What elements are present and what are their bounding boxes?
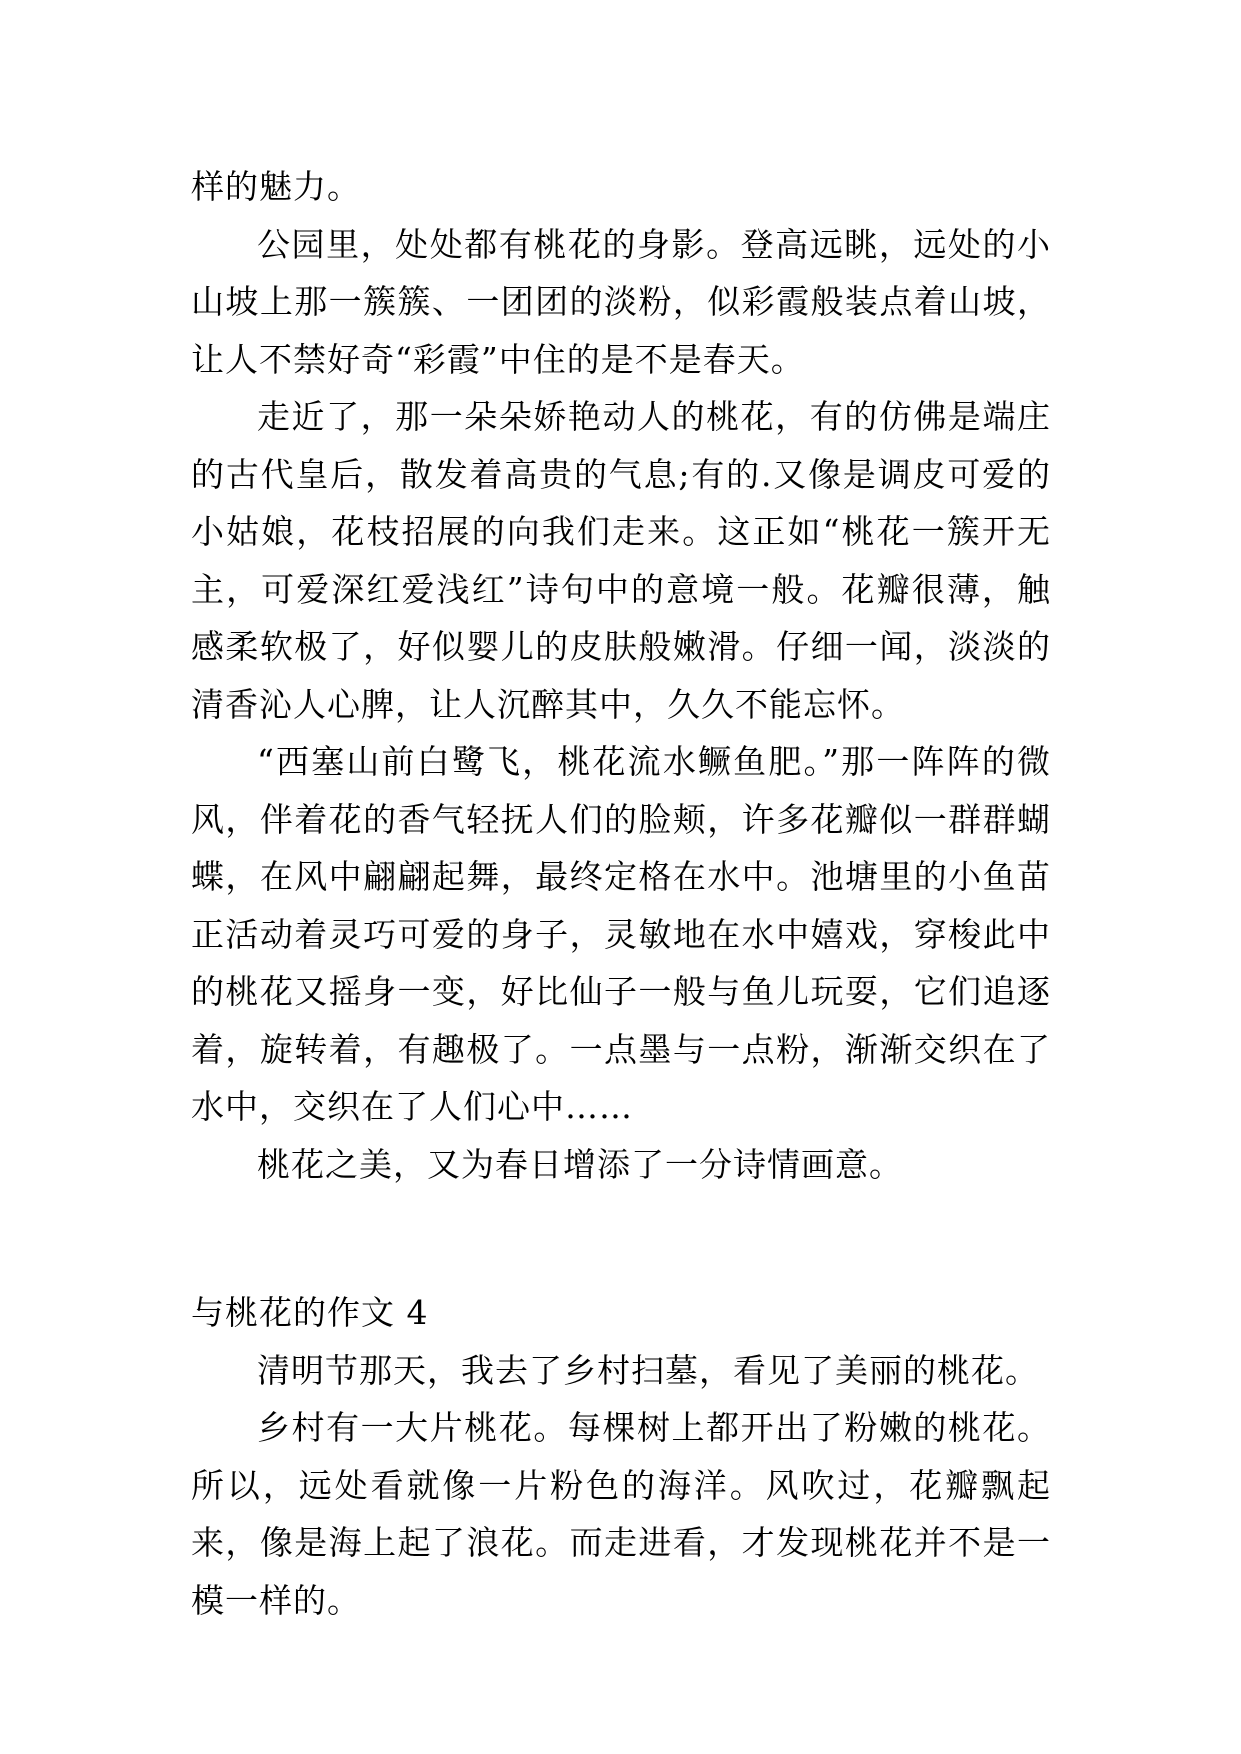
paragraph: 样的魅力。 <box>191 167 361 206</box>
section-heading: 与桃花的作文 4 <box>191 1293 429 1332</box>
paragraph: “西塞山前白鹭飞，桃花流水鳜鱼肥。”那一阵阵的微风，伴着花的香气轻抚人们的脸颊，许多花瓣似一群群蝴蝶，在风中翩翩起舞，最终定格在水中。池塘里的小鱼苗正活动着灵巧可爱的身子，灵敏地在水中嬉戏，穿梭此中的桃花又摇身一变，好比仙子一般与鱼儿玩耍，它们追逐着，旋转着，有趣极了。一点墨与一点粉，渐渐交织在了水中，交织在了人们心中…… <box>191 742 1051 1126</box>
essay-body-part2 <box>191 1284 1051 1629</box>
paragraph: 乡村有一大片桃花。每棵树上都开出了粉嫩的桃花。所以，远处看就像一片粉色的海洋。风吹过，花瓣飘起来，像是海上起了浪花。而走进看，才发现桃花并不是一模一样的。 <box>191 1408 1051 1620</box>
paragraph: 公园里，处处都有桃花的身影。登高远眺，远处的小山坡上那一簇簇、一团团的淡粉，似彩霞般装点着山坡，让人不禁好奇“彩霞”中住的是不是春天。 <box>191 224 1051 379</box>
paragraph: 清明节那天，我去了乡村扫墓，看见了美丽的桃花。 <box>257 1350 1039 1390</box>
paragraph: 走近了，那一朵朵娇艳动人的桃花，有的仿佛是端庄的古代皇后，散发着高贵的气息;有的.又像是调皮可爱的小姑娘，花枝招展的向我们走来。这正如“桃花一簇开无主，可爱深红爱浅红”诗句中的意境一般。花瓣很薄，触感柔软极了，好似婴儿的皮肤般嫩滑。仔细一闻，淡淡的清香沁人心脾，让人沉醉其中，久久不能忘怀。 <box>191 397 1051 724</box>
paragraph: 桃花之美，又为春日增添了一分诗情画意。 <box>257 1144 903 1184</box>
essay-body-part1 <box>191 158 1051 1193</box>
